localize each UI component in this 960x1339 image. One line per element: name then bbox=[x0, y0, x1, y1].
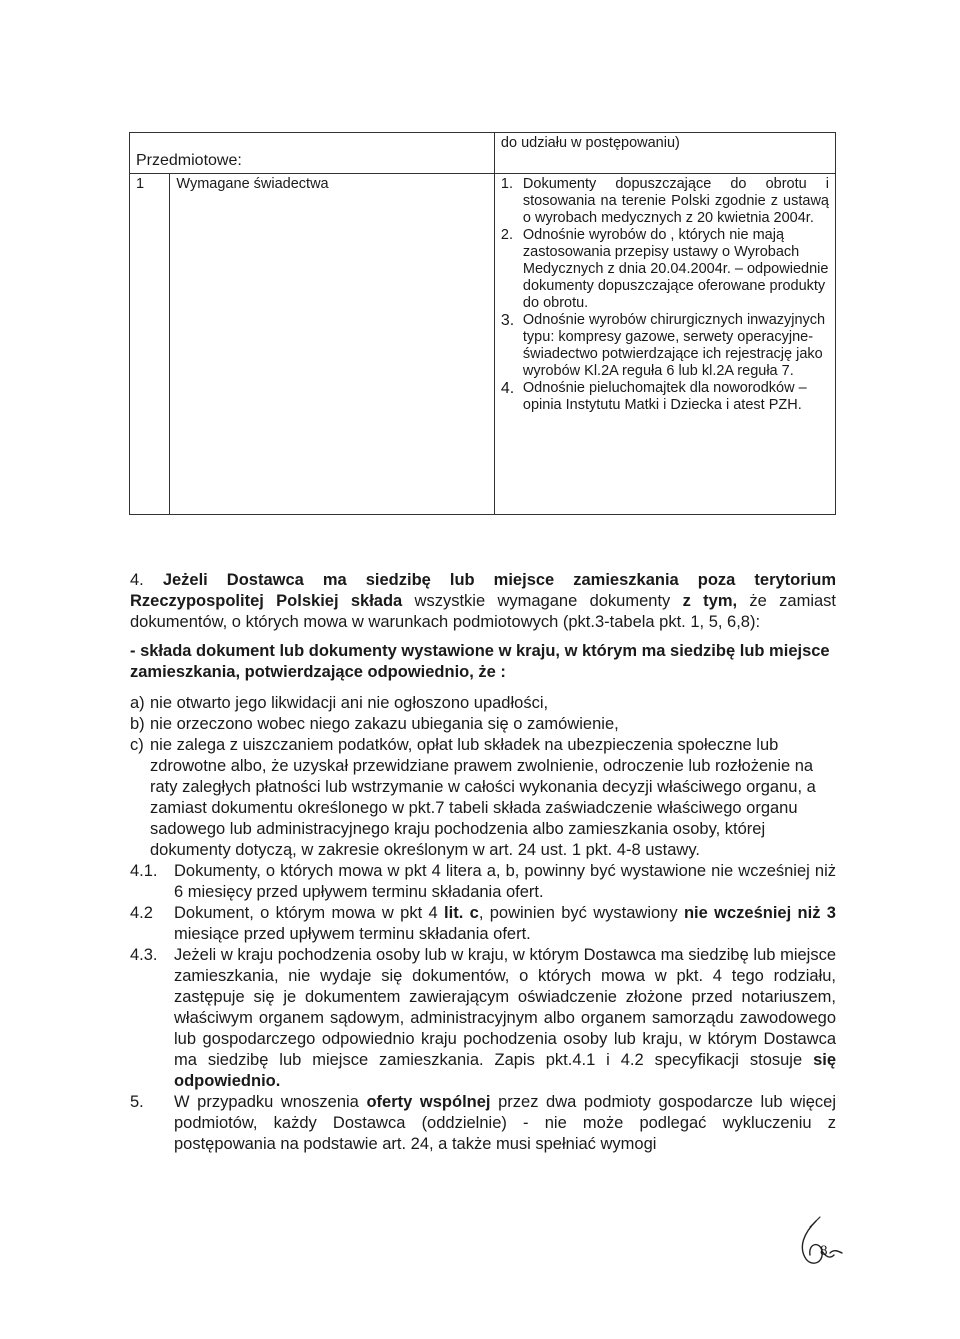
item-number: 4. bbox=[500, 380, 515, 397]
subject-header-label: Przedmiotowe: bbox=[136, 152, 242, 169]
row-requirements bbox=[494, 174, 835, 515]
item-label: c) bbox=[130, 736, 144, 754]
item-text: nie otwarto jego likwidacji ani nie ogłoszono upadłości, bbox=[150, 694, 549, 712]
subpoint-bold-b: nie wcześniej niż 3 bbox=[683, 904, 836, 922]
table-row bbox=[130, 174, 836, 515]
subpoint-text-b: przez dwa podmioty gospodarcze lub więcej podmiotów, każdy Dostawca (oddzielnie) - nie może podlegać wykluczeniu z postępowania na podstawie art. 24, a także musi spełniać wymogi bbox=[174, 1093, 837, 1153]
subpoint-text-a: Jeżeli w kraju pochodzenia osoby lub w kraju, w którym Dostawca ma siedzibę lub miejsce zamieszkania, nie wydaje się dokumentów, o których mowa w pkt. 4 tego rodziału, zastępuje się je dokumentem zawierającym oświadczenie złożone przed notariuszem, właściwym organem sądowym, administracyjnym albo organem samorządu zawodowego lub gospodarczego odpowiednio kraju pochodzenia osoby lub kraju, w którym Dostawca ma siedzibę lub miejsce zamieszkania. Zapis pkt.4.1 i 4.2 specyfikacji stosuje bbox=[174, 946, 836, 1069]
subpoint-4-1 bbox=[130, 861, 836, 903]
section-4-lead-bold2: z tym, bbox=[682, 592, 738, 610]
conditions-list bbox=[130, 693, 836, 861]
subpoint-label: 5. bbox=[130, 1093, 144, 1111]
subpoint-text bbox=[174, 903, 836, 945]
list-item bbox=[501, 380, 829, 414]
item-label: a) bbox=[130, 694, 145, 712]
requirements-list bbox=[501, 176, 829, 414]
item-text: Odnośnie wyrobów do , których nie mają zastosowania przepisy ustawy o Wyrobach Medycznych z dnia 20.04.2004r. – odpowiednie dokumenty dopuszczające oferowane produkty do obrotu. bbox=[522, 227, 829, 311]
subpoint-4-2 bbox=[130, 903, 836, 945]
section-4-subheading: - składa dokument lub dokumenty wystawione w kraju, w którym ma siedzibę lub miejsce zamieszkania, potwierdzające odpowiednio, że : bbox=[130, 642, 830, 681]
item-number: 3. bbox=[500, 312, 515, 329]
section-4-lead-rest: że zamiast dokumentów, o których mowa w warunkach podmiotowych (pkt.3-tabela pkt. 1, 5, 6,8): bbox=[130, 592, 836, 631]
subpoint-text bbox=[174, 1092, 836, 1155]
subpoint-4-3 bbox=[130, 945, 836, 1092]
item-label: b) bbox=[130, 715, 145, 733]
list-item bbox=[501, 312, 829, 380]
subpoint-text-c: miesiące przed upływem terminu składania ofert. bbox=[174, 925, 531, 943]
subpoint-label: 4.2 bbox=[130, 904, 153, 922]
requirement-header-cell bbox=[494, 133, 835, 174]
list-item bbox=[130, 735, 836, 861]
row-number: 1 bbox=[130, 174, 170, 515]
subpoint-text: Dokumenty, o których mowa w pkt 4 litera a, b, powinny być wystawione nie wcześniej niż 6 miesięcy przed upływem terminu składania ofert. bbox=[174, 862, 836, 901]
subpoint-text-a: W przypadku wnoszenia bbox=[174, 1093, 367, 1111]
item-number: 1. bbox=[500, 176, 513, 192]
subpoint-text-b: , powinien być wystawiony bbox=[478, 904, 684, 922]
list-item bbox=[130, 714, 836, 735]
subpoint-text bbox=[174, 945, 836, 1092]
subpoint-5 bbox=[130, 1092, 836, 1155]
subpoint-text-a: Dokument, o którym mowa w pkt 4 bbox=[174, 904, 445, 922]
section-4-number: 4. bbox=[130, 571, 144, 589]
section-4-lead-mid: wszystkie wymagane dokumenty bbox=[402, 592, 683, 610]
section-4-lead bbox=[130, 570, 836, 633]
list-item bbox=[501, 176, 829, 227]
subpoint-label: 4.3. bbox=[130, 946, 158, 964]
item-text: nie zalega z uiszczaniem podatków, opłat lub składek na ubezpieczenia społeczne lub zdrowotne albo, że uzyskał przewidziane prawem zwolnienie, odroczenie lub rozłożenie na raty zaległych płatności lub wstrzymanie w całości wykonania decyzji właściwego organu, a zamiast dokumentu określonego w pkt.7 tabeli składa zaświadczenie właściwego organu sadowego lub administracyjnego kraju pochodzenia albo zamieszkania osoby, której dokumenty dotyczą, w zakresie określonym w art. 24 ust. 1 pkt. 4-8 ustawy. bbox=[150, 736, 816, 859]
item-text: Odnośnie wyrobów chirurgicznych inwazyjnych typu: kompresy gazowe, serwety operacyjne- świadectwo potwierdzające ich rejestrację jako wyrobów Kl.2A reguła 6 lub kl.2A reguła 7. bbox=[522, 312, 826, 379]
subpoint-label: 4.1. bbox=[130, 862, 158, 880]
page-number: 8 bbox=[820, 1243, 828, 1259]
requirement-header-tail: do udziału w postępowaniu) bbox=[500, 135, 680, 151]
list-item bbox=[501, 227, 829, 312]
item-text: nie orzeczono wobec niego zakazu ubiegania się o zamówienie, bbox=[150, 715, 619, 733]
document-body bbox=[130, 570, 836, 1155]
subpoint-bold-a: się odpowiednio. bbox=[174, 1051, 836, 1090]
table-header-row bbox=[130, 133, 836, 174]
handwritten-signature bbox=[786, 1213, 846, 1273]
row-name: Wymagane świadectwa bbox=[170, 174, 494, 515]
item-text: Dokumenty dopuszczające do obrotu i stosowania na terenie Polski zgodnie z ustawą o wyrobach medycznych z 20 kwietnia 2004r. bbox=[522, 176, 829, 226]
subpoints-list bbox=[130, 861, 836, 1155]
item-text: Odnośnie pieluchomajtek dla noworodków – opinia Instytutu Matki i Dziecka i atest PZH. bbox=[522, 380, 807, 413]
list-item bbox=[130, 693, 836, 714]
section-4-lead-bold: Jeżeli Dostawca ma siedzibę lub miejsce zamieszkania poza terytorium Rzeczypospolitej Polskiej składa bbox=[130, 571, 836, 610]
subject-header-cell bbox=[130, 133, 495, 174]
subpoint-bold-a: lit. c bbox=[444, 904, 479, 922]
item-number: 2. bbox=[500, 227, 513, 243]
requirements-table bbox=[129, 132, 836, 515]
subpoint-bold-a: oferty wspólnej bbox=[366, 1093, 491, 1111]
